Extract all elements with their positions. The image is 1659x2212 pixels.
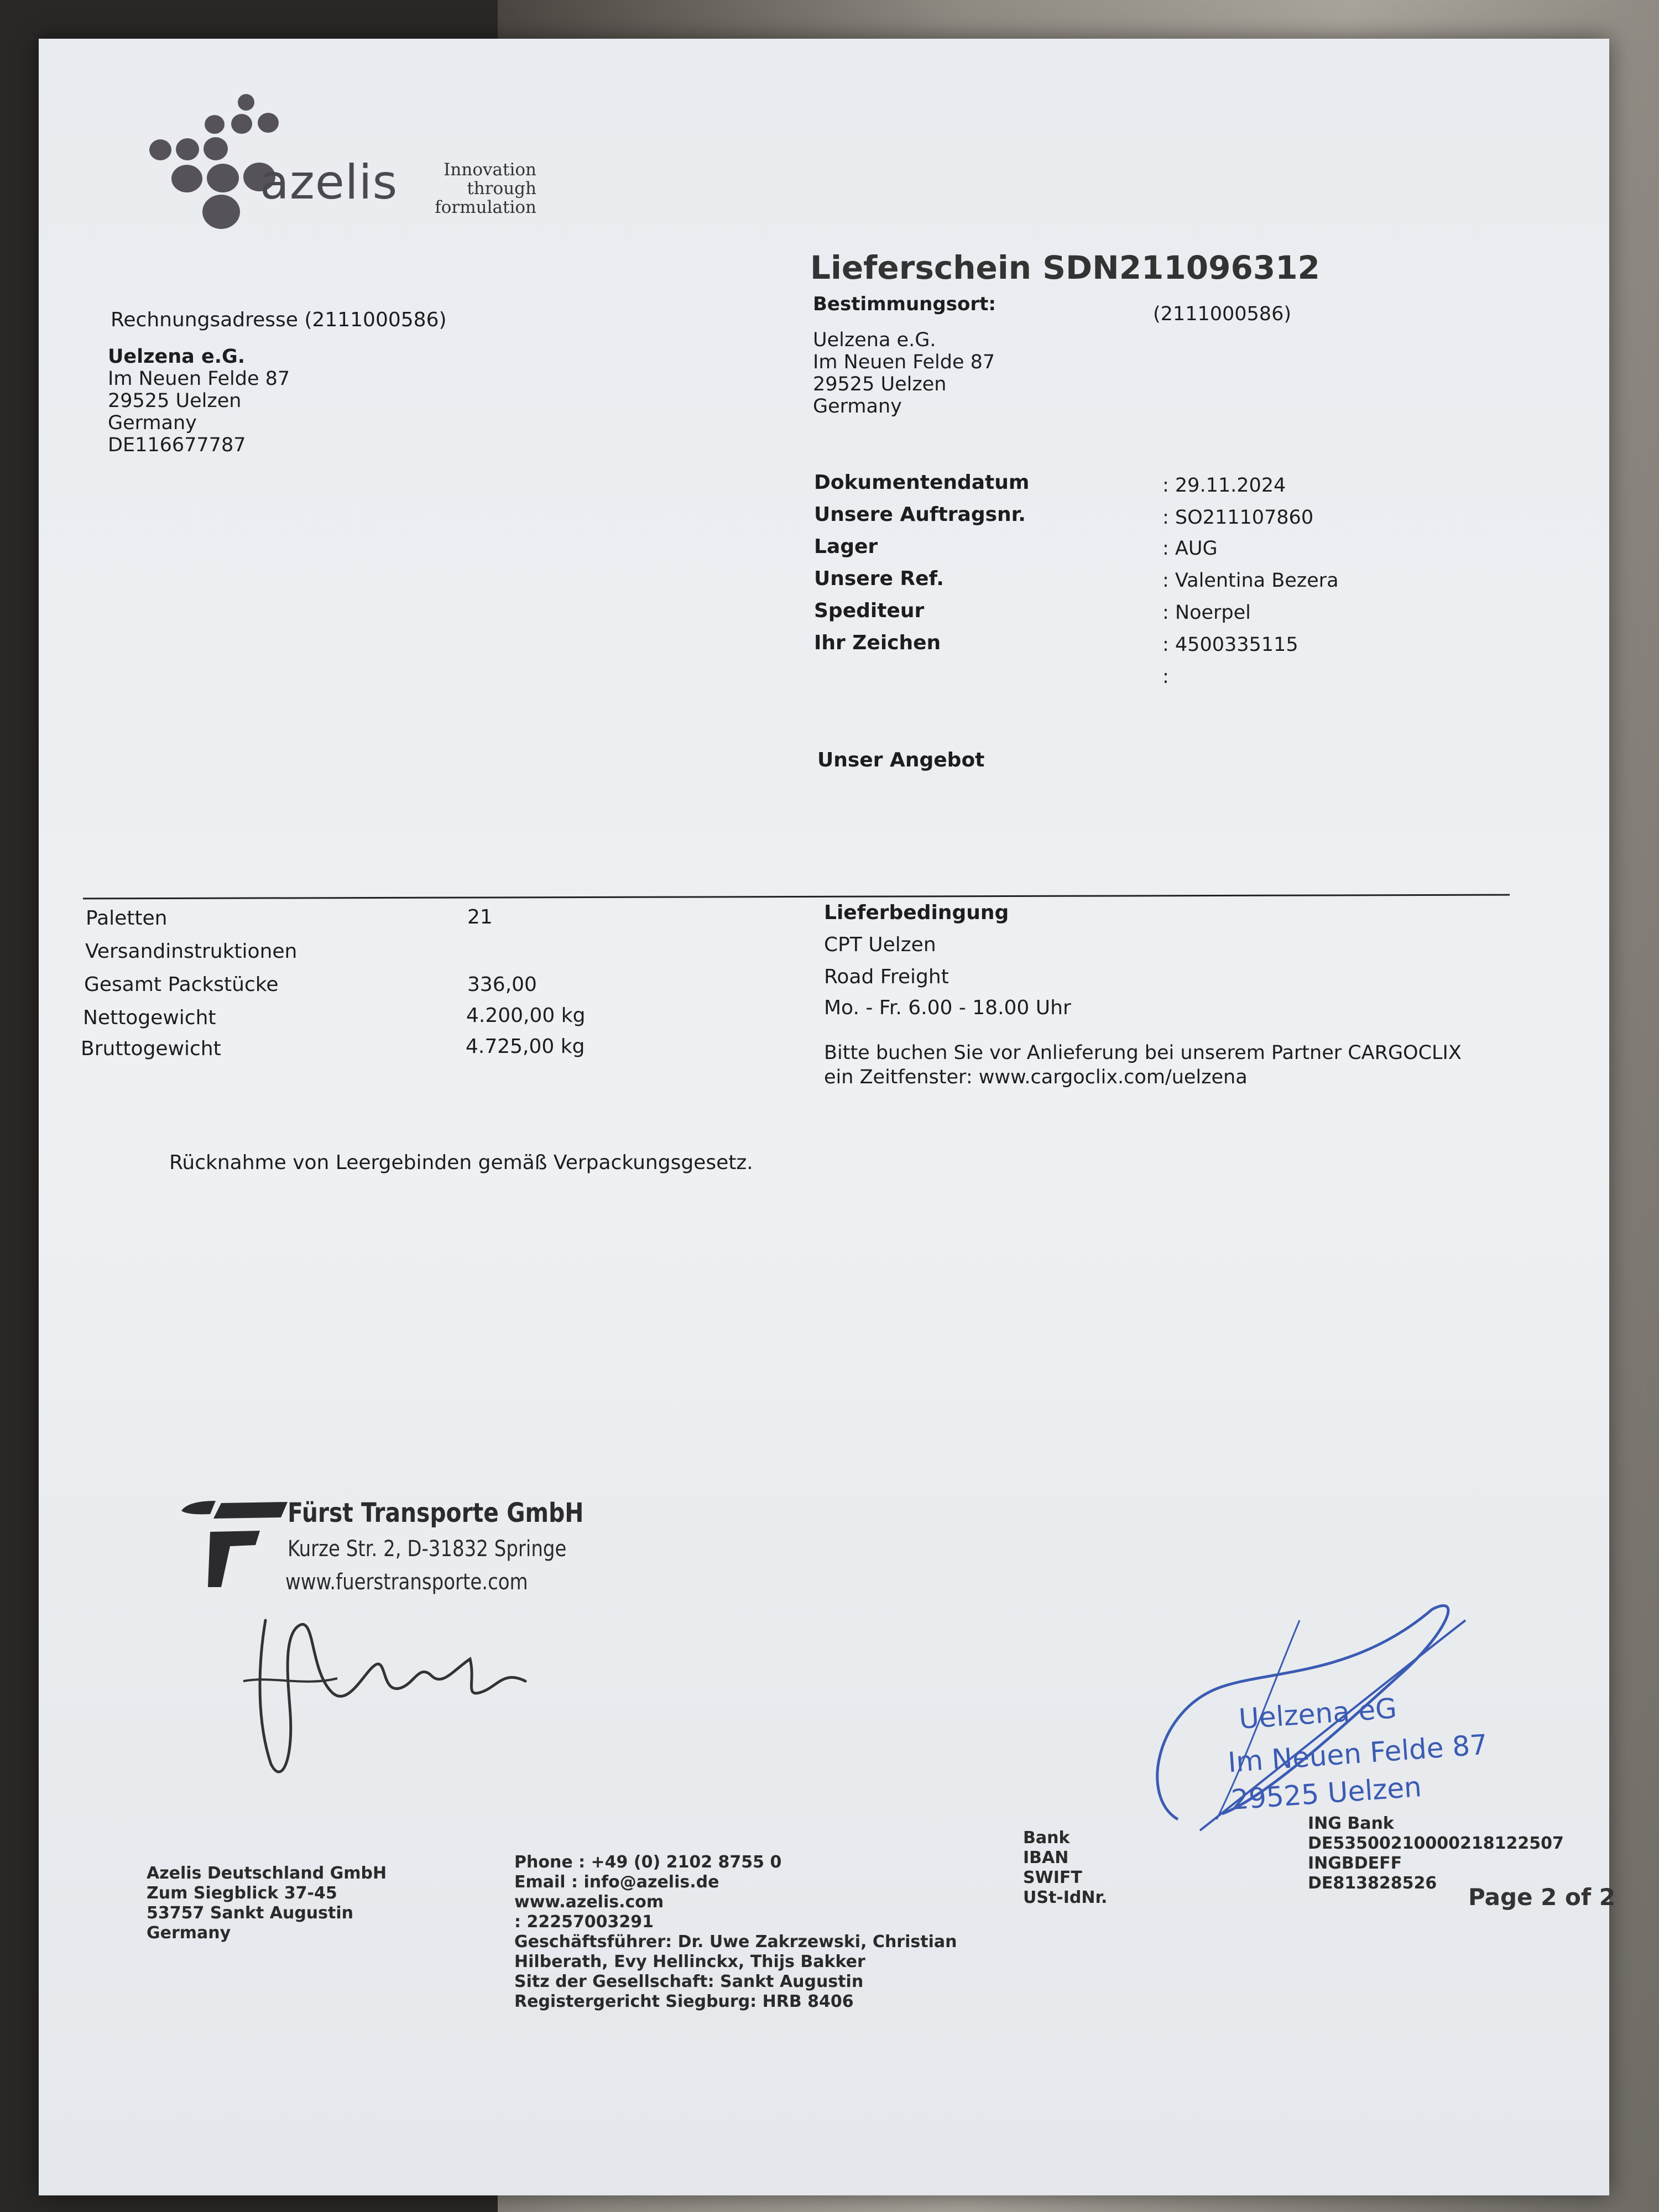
footer-bank-labels xyxy=(1023,1828,1107,1908)
tagline-line: Innovation xyxy=(444,160,536,180)
billing-vat: DE116677787 xyxy=(108,434,246,456)
billing-street: Im Neuen Felde 87 xyxy=(108,368,290,390)
tagline-line: formulation xyxy=(435,197,536,217)
logo-dot xyxy=(149,139,171,160)
meta-value: : Noerpel xyxy=(1162,602,1251,624)
shipment-value: 4.725,00 kg xyxy=(466,1035,585,1058)
footer-line: USt-IdNr. xyxy=(1023,1888,1108,1907)
footer-line: Geschäftsführer: Dr. Uwe Zakrzewski, Christian xyxy=(514,1932,957,1952)
meta-value: : Valentina Bezera xyxy=(1162,570,1339,592)
delivery-line: Road Freight xyxy=(824,966,949,988)
logo-dot xyxy=(205,115,225,134)
footer-line: Hilberath, Evy Hellinckx, Thijs Bakker xyxy=(514,1952,865,1971)
meta-key: Unsere Auftragsnr. xyxy=(814,503,1026,526)
footer-line: Bank xyxy=(1023,1828,1070,1848)
carrier-web: www.fuerstransporte.com xyxy=(285,1569,528,1595)
billing-label: Rechnungsadresse (2111000586) xyxy=(111,309,447,331)
footer-line: 53757 Sankt Augustin xyxy=(147,1903,354,1923)
offer-label: Unser Angebot xyxy=(817,749,985,771)
footer-line: INGBDEFF xyxy=(1308,1854,1402,1873)
footer-line: : 22257003291 xyxy=(514,1912,654,1932)
destination-country: Germany xyxy=(813,395,902,418)
azelis-logo xyxy=(149,94,536,238)
delivery-note-page xyxy=(39,39,1615,2195)
shipment-label: Paletten xyxy=(86,907,168,930)
footer-line: SWIFT xyxy=(1023,1868,1082,1887)
meta-key: Spediteur xyxy=(814,599,925,622)
logo-tagline xyxy=(409,160,536,217)
logo-dot xyxy=(204,137,228,160)
shipment-value: 4.200,00 kg xyxy=(466,1004,586,1027)
footer-line: DE813828526 xyxy=(1308,1874,1437,1893)
meta-value: : SO211107860 xyxy=(1162,507,1314,529)
carrier-address: Kurze Str. 2, D-31832 Springe xyxy=(288,1536,567,1562)
carrier-name: Fürst Transporte GmbH xyxy=(288,1498,584,1528)
receiver-stamp-line: Im Neuen Felde 87 xyxy=(1227,1728,1489,1779)
footer-line: Germany xyxy=(147,1923,231,1943)
document-title: Lieferschein SDN211096312 xyxy=(810,249,1320,286)
footer-line: DE53500210000218122507 xyxy=(1308,1834,1564,1853)
logo-dot xyxy=(231,114,252,134)
carrier-signature xyxy=(238,1604,547,1792)
footer-line: www.azelis.com xyxy=(514,1892,664,1912)
delivery-note-line: ein Zeitfenster: www.cargoclix.com/uelzena xyxy=(824,1066,1248,1088)
shipment-label: Bruttogewicht xyxy=(81,1037,221,1060)
meta-key: Unsere Ref. xyxy=(814,567,944,590)
footer-contact xyxy=(514,1853,957,2012)
destination-code: (2111000586) xyxy=(1153,303,1291,325)
billing-address xyxy=(108,346,290,456)
footer-bank-values xyxy=(1308,1814,1564,1893)
footer-company xyxy=(147,1864,387,1943)
logo-dot xyxy=(176,138,199,160)
logo-dot xyxy=(238,94,254,111)
delivery-line: CPT Uelzen xyxy=(824,933,936,956)
page-number: Page 2 of 2 xyxy=(1468,1884,1615,1911)
footer-line: IBAN xyxy=(1023,1848,1069,1867)
billing-city: 29525 Uelzen xyxy=(108,390,242,412)
meta-value: : AUG xyxy=(1162,538,1218,560)
tagline-line: through xyxy=(467,179,536,199)
shipment-label: Versandinstruktionen xyxy=(85,940,298,963)
footer-line: Sitz der Gesellschaft: Sankt Augustin xyxy=(514,1972,864,1991)
meta-value: : xyxy=(1162,666,1169,688)
logo-dot xyxy=(207,164,239,192)
section-divider xyxy=(83,894,1510,900)
logo-dot xyxy=(171,165,202,192)
footer-line: ING Bank xyxy=(1308,1814,1394,1833)
logo-dot xyxy=(202,195,240,229)
delivery-line: Mo. - Fr. 6.00 - 18.00 Uhr xyxy=(824,997,1071,1019)
meta-key: Lager xyxy=(814,535,878,558)
footer-line: Phone : +49 (0) 2102 8755 0 xyxy=(514,1853,782,1872)
meta-key: Dokumentendatum xyxy=(814,471,1030,494)
shipment-value: 336,00 xyxy=(467,973,537,996)
shipment-label: Gesamt Packstücke xyxy=(84,973,279,996)
receiver-stamp-line: Uelzena eG xyxy=(1238,1692,1398,1735)
return-note: Rücknahme von Leergebinden gemäß Verpackungsgesetz. xyxy=(169,1151,753,1174)
meta-key: Ihr Zeichen xyxy=(814,632,941,654)
logo-wordmark: azelis xyxy=(260,155,398,210)
meta-value: : 4500335115 xyxy=(1162,634,1298,656)
destination-label: Bestimmungsort: xyxy=(813,293,996,315)
shipment-label: Nettogewicht xyxy=(83,1006,216,1029)
logo-dot xyxy=(258,113,279,133)
delivery-note-line: Bitte buchen Sie vor Anlieferung bei unserem Partner CARGOCLIX xyxy=(824,1042,1462,1064)
delivery-heading: Lieferbedingung xyxy=(824,901,1009,924)
footer-line: Registergericht Siegburg: HRB 8406 xyxy=(514,1992,854,2011)
billing-name: Uelzena e.G. xyxy=(108,346,246,368)
shipment-value: 21 xyxy=(467,906,493,928)
destination-name: Uelzena e.G. xyxy=(813,329,936,351)
destination-city: 29525 Uelzen xyxy=(813,373,947,395)
footer-line: Azelis Deutschland GmbH xyxy=(147,1864,387,1883)
billing-country: Germany xyxy=(108,412,197,434)
footer-line: Email : info@azelis.de xyxy=(514,1872,719,1892)
destination-address xyxy=(813,329,995,418)
destination-street: Im Neuen Felde 87 xyxy=(813,351,995,373)
meta-value: : 29.11.2024 xyxy=(1162,474,1286,497)
receiver-stamp-line: 29525 Uelzen xyxy=(1230,1771,1423,1816)
footer-line: Zum Siegblick 37-45 xyxy=(147,1884,337,1903)
carrier-logo-icon xyxy=(177,1499,293,1604)
